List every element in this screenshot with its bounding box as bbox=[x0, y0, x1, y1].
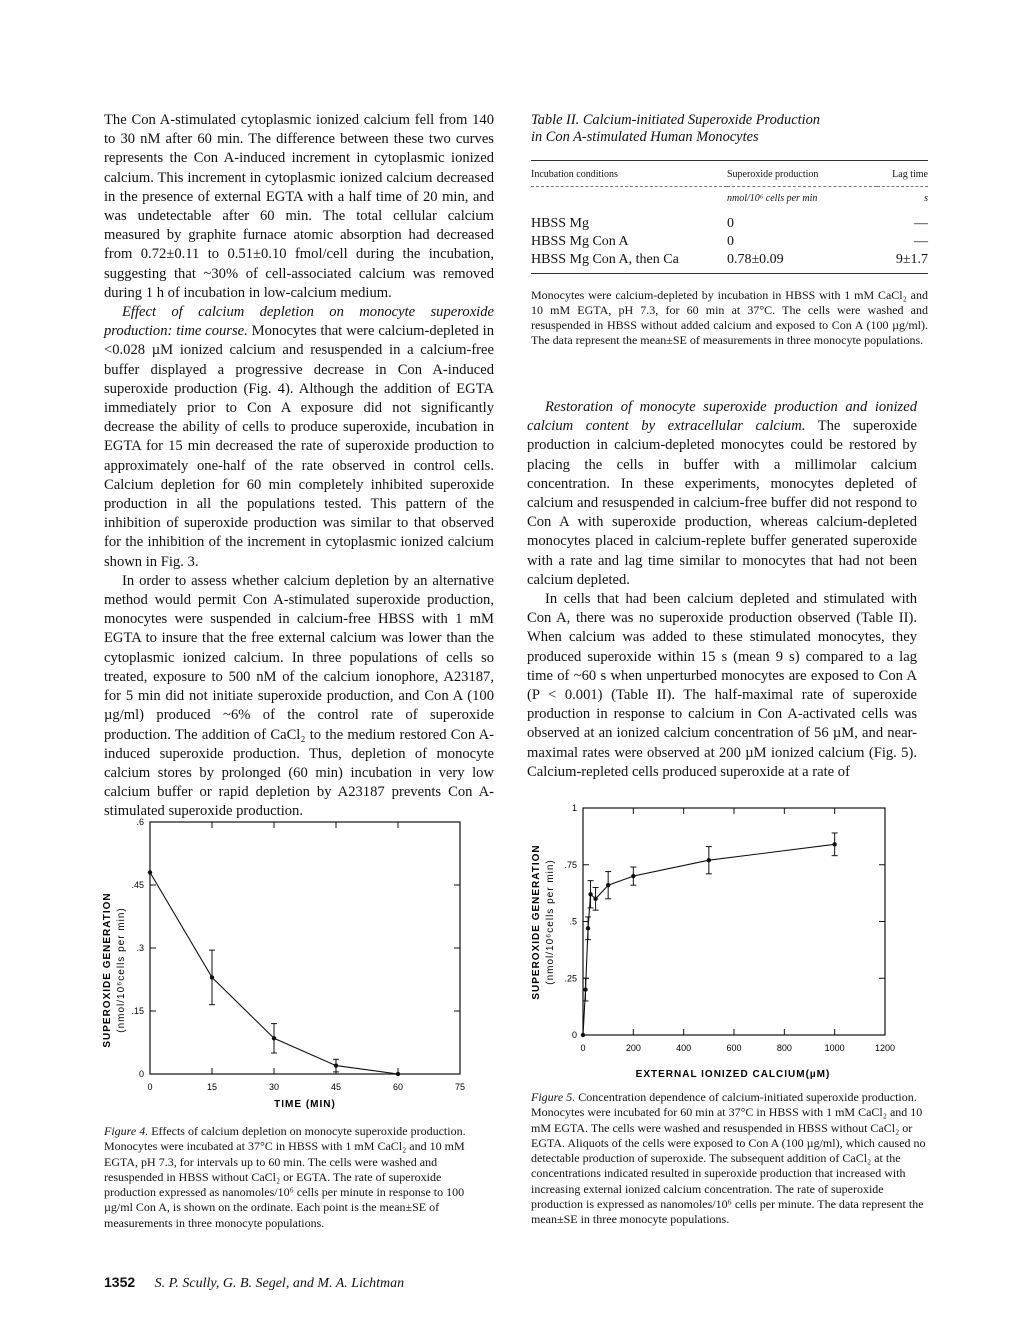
fig4-data-point bbox=[272, 1036, 276, 1040]
figure-5-caption bbox=[531, 1090, 931, 1228]
fig5-plot-frame bbox=[583, 808, 885, 1035]
fig5-ytick-label: .75 bbox=[564, 859, 577, 870]
fig4-ytick-label: .6 bbox=[136, 817, 144, 827]
figure-5-chart bbox=[520, 795, 930, 1082]
table-cell: 0 bbox=[727, 234, 734, 249]
fig4-xtick-label: 15 bbox=[206, 1082, 218, 1092]
fig4-xtick-label: 75 bbox=[454, 1082, 466, 1092]
table-2-title bbox=[531, 112, 928, 146]
left-column bbox=[104, 111, 494, 822]
fig5-data-point bbox=[707, 858, 711, 862]
table-cell: HBSS Mg Con A, then Ca bbox=[531, 252, 727, 274]
fig5-xtick-label: 1000 bbox=[824, 1043, 845, 1053]
figure-4-ylabel-units: (nmol/10⁶cells per min) bbox=[116, 907, 127, 1033]
paragraph-time-course bbox=[104, 303, 494, 572]
fig4-data-point bbox=[210, 975, 214, 979]
table-cell: 0 bbox=[727, 216, 734, 231]
table-units-row bbox=[531, 187, 928, 217]
table-2-title-line1: Table II. Calcium-initiated Superoxide Production bbox=[531, 112, 820, 128]
figure-5-ylabel: SUPEROXIDE GENERATION bbox=[531, 844, 542, 1000]
paragraph-time-course-body: Monocytes that were calcium-depleted in <0.028 µM ionized calcium and resuspended in a calcium-free buffer displayed a progressive decrease in Con A-induced superoxide production (Fig. 4). Although the addition of EGTA immediately prior to Con A exposure did not significantly decrease the ability of cells to produce superoxide, incubation in EGTA for 15 min decreased the rate of superoxide production to approximately one-half of the rate observed in control cells. Calcium depletion for 60 min completely inhibited superoxide production in all the populations tested. This pattern of the inhibition of superoxide production was similar to that observed for the inhibition of the increment in cytoplasmic ionized calcium shown in Fig. 3. bbox=[104, 323, 495, 570]
figure-4-ylabel: SUPEROXIDE GENERATION bbox=[102, 892, 113, 1048]
table-header-cell: Lag time bbox=[877, 161, 928, 187]
fig4-data-point bbox=[148, 870, 152, 874]
fig5-ytick-label: 1 bbox=[571, 803, 577, 813]
fig5-data-point bbox=[593, 897, 597, 901]
paragraph-calcium-repletion: In cells that had been calcium depleted and stimulated with Con A, there was no superoxide production observed (Table II). When calcium was added to these stimulated monocytes, they produced superoxide within 15 s (mean 9 s) compared to a lag time of ~60 s when unperturbed monocytes are exposed to Con A (P < 0.001) (Table II). The half-maximal rate of superoxide production in response to calcium in Con A-activated cells was observed at an ionized calcium concentration of 56 µM, and near-maximal rates were observed at 200 µM ionized calcium (Fig. 5). Calcium-repleted cells produced superoxide at a rate of bbox=[527, 591, 917, 780]
section-heading-time-course: Effect of calcium depletion on monocyte superoxide production: time course. bbox=[104, 304, 494, 340]
running-authors: S. P. Scully, G. B. Segel, and M. A. Lichtman bbox=[154, 1276, 405, 1291]
table-cell: — bbox=[914, 234, 928, 249]
table-unit-cell: nmol/10⁶ cells per min bbox=[727, 187, 877, 217]
table-header-row bbox=[531, 161, 928, 187]
fig5-data-point bbox=[606, 883, 610, 887]
fig4-xtick-label: 0 bbox=[147, 1082, 153, 1092]
figure-5-xlabel: EXTERNAL IONIZED CALCIUM(µM) bbox=[635, 1069, 831, 1080]
figure-4-caption-text: Effects of calcium depletion on monocyte superoxide production. Monocytes were incubated at 37°C in HBSS with 1 mM CaCl₂ and 10 mM EGTA, pH 7.3, for intervals up to 60 min. The cells were washed and resuspended in HBSS without CaCl₂ or EGTA. The rate of superoxide production expressed as nanomoles/10⁶ cells per minute in response to 100 µg/ml Con A, is shown on the ordinate. Each point is the mean±SE of measurements in three monocyte populations. bbox=[104, 1124, 466, 1230]
fig4-data-point bbox=[334, 1063, 338, 1067]
fig5-data-point bbox=[586, 926, 590, 930]
table-2 bbox=[531, 112, 928, 348]
fig5-xtick-label: 800 bbox=[776, 1043, 792, 1053]
fig5-data-point bbox=[583, 987, 587, 991]
section-heading-restoration: Restoration of monocyte superoxide production and ionized calcium content by extracellular calcium. bbox=[527, 399, 917, 435]
figure-4-caption-label: Figure 4. bbox=[104, 1124, 149, 1138]
paragraph-calcium-fall: The Con A-stimulated cytoplasmic ionized calcium fell from 140 to 30 nM after 60 min. The difference between these two curves represents the Con A-induced increment in cytoplasmic ionized calcium. This increment in cytoplasmic ionized calcium decreased in the presence of external EGTA with a half time of 20 min, and was undetectable after 60 min. The total cellular calcium measured by graphite furnace atomic absorption had decreased from 0.72±0.11 to 0.51±0.10 fmol/cell during the incubation, suggesting that ~30% of cell-associated calcium was removed during 1 h of incubation in low-calcium medium. bbox=[104, 112, 494, 301]
figure-4-caption bbox=[104, 1124, 489, 1231]
table-header-cell: Incubation conditions bbox=[531, 161, 727, 187]
table-unit-cell bbox=[531, 187, 727, 217]
page-number: 1352 bbox=[104, 1274, 136, 1290]
figure-4-chart bbox=[80, 808, 500, 1113]
table-header-cell: Superoxide production bbox=[727, 161, 877, 187]
figure-5-caption-text: Concentration dependence of calcium-initiated superoxide production. Monocytes were incubated for 60 min at 37°C in HBSS with 1 mM CaCl₂ and 10 mM EGTA. The cells were washed and resuspended in HBSS without CaCl₂ or EGTA. Aliquots of the cells were exposed to Con A (100 µg/ml), which caused no detectable production of superoxide. The subsequent addition of CaCl₂ at the concentrations indicated resulted in superoxide production that increased with increasing external ionized calcium concentration. The rate of superoxide production is expressed as nanomoles/10⁶ cells per minute. The data represent the mean±SE in three monocyte populations. bbox=[531, 1090, 926, 1227]
fig4-xtick-label: 30 bbox=[268, 1082, 280, 1092]
right-column bbox=[527, 398, 917, 782]
table-cell: HBSS Mg Con A bbox=[531, 234, 629, 249]
fig4-ytick-label: .45 bbox=[131, 880, 144, 890]
table-cell: 0.78±0.09 bbox=[727, 252, 877, 274]
fig5-ytick-label: .25 bbox=[564, 973, 577, 984]
table-cell: 9±1.7 bbox=[877, 252, 928, 274]
figure-5-ylabel-units: (nmol/10⁶cells per min) bbox=[545, 859, 556, 985]
fig5-xtick-label: 0 bbox=[580, 1043, 586, 1053]
fig5-xtick-label: 1200 bbox=[874, 1043, 896, 1053]
paragraph-restoration-body: The superoxide production in calcium-depleted monocytes could be restored by placing the cells in buffer with a millimolar calcium concentration. In these experiments, monocytes depleted of calcium and resuspended in calcium-free buffer did not respond to Con A with superoxide production, whereas calcium-depleted monocytes placed in calcium-replete buffer generated superoxide with a rate and lag time similar to monocytes that had not been calcium depleted. bbox=[527, 418, 917, 588]
fig5-ytick-label: 0 bbox=[571, 1030, 577, 1040]
figure-5-caption-label: Figure 5. bbox=[531, 1090, 576, 1104]
fig5-data-point bbox=[832, 842, 836, 846]
fig4-ytick-label: 0 bbox=[138, 1069, 144, 1079]
fig5-xtick-label: 600 bbox=[726, 1043, 742, 1053]
fig5-data-point bbox=[588, 892, 592, 896]
table-row bbox=[531, 252, 928, 274]
fig4-xtick-label: 45 bbox=[330, 1082, 342, 1092]
table-cell: HBSS Mg bbox=[531, 216, 589, 231]
figure-4-xlabel: TIME (MIN) bbox=[274, 1099, 336, 1110]
table-2-title-line2: in Con A-stimulated Human Monocytes bbox=[531, 129, 759, 145]
fig5-data-point bbox=[631, 874, 635, 878]
table-2-footnote: Monocytes were calcium-depleted by incubation in HBSS with 1 mM CaCl₂ and 10 mM EGTA, pH 7.3, for 60 min at 37°C. The cells were washed and resuspended in HBSS without added calcium and exposed to Con A (100 µg/ml). The data represent the mean±SE of measurements in three monocyte populations. bbox=[531, 288, 928, 347]
table-row bbox=[531, 234, 928, 252]
fig4-data-point bbox=[396, 1072, 400, 1076]
paragraph-restoration bbox=[527, 398, 917, 590]
fig5-xtick-label: 200 bbox=[625, 1043, 641, 1053]
fig4-xtick-label: 60 bbox=[392, 1082, 404, 1092]
fig4-plot-frame bbox=[150, 822, 460, 1074]
fig5-ytick-label: .5 bbox=[569, 916, 577, 927]
table-cell: — bbox=[914, 216, 928, 231]
paragraph-alternative-method: In order to assess whether calcium depletion by an alternative method would permit Con A-stimulated superoxide production, monocytes were suspended in calcium-free HBSS with 1 mM EGTA to insure that the free external calcium was lower than the cytoplasmic ionized calcium. In three populations of cells so treated, exposure to 500 nM of the calcium ionophore, A23187, for 5 min did not initiate superoxide production, and Con A (100 µg/ml) produced ~6% of the control rate of superoxide production. The addition of CaCl₂ to the medium restored Con A-induced superoxide production. Thus, depletion of monocyte calcium stores by prolonged (60 min) incubation in very low calcium buffer or rapid depletion by A23187 prevents Con A-stimulated superoxide production. bbox=[104, 572, 494, 820]
fig4-ytick-label: .15 bbox=[131, 1006, 144, 1016]
fig5-data-point bbox=[581, 1033, 585, 1037]
fig4-ytick-label: .3 bbox=[136, 943, 144, 953]
table-unit-cell: s bbox=[877, 187, 928, 217]
table-2-grid bbox=[531, 160, 928, 274]
fig5-xtick-label: 400 bbox=[676, 1043, 692, 1053]
table-row bbox=[531, 216, 928, 234]
page-footer bbox=[104, 1274, 404, 1292]
